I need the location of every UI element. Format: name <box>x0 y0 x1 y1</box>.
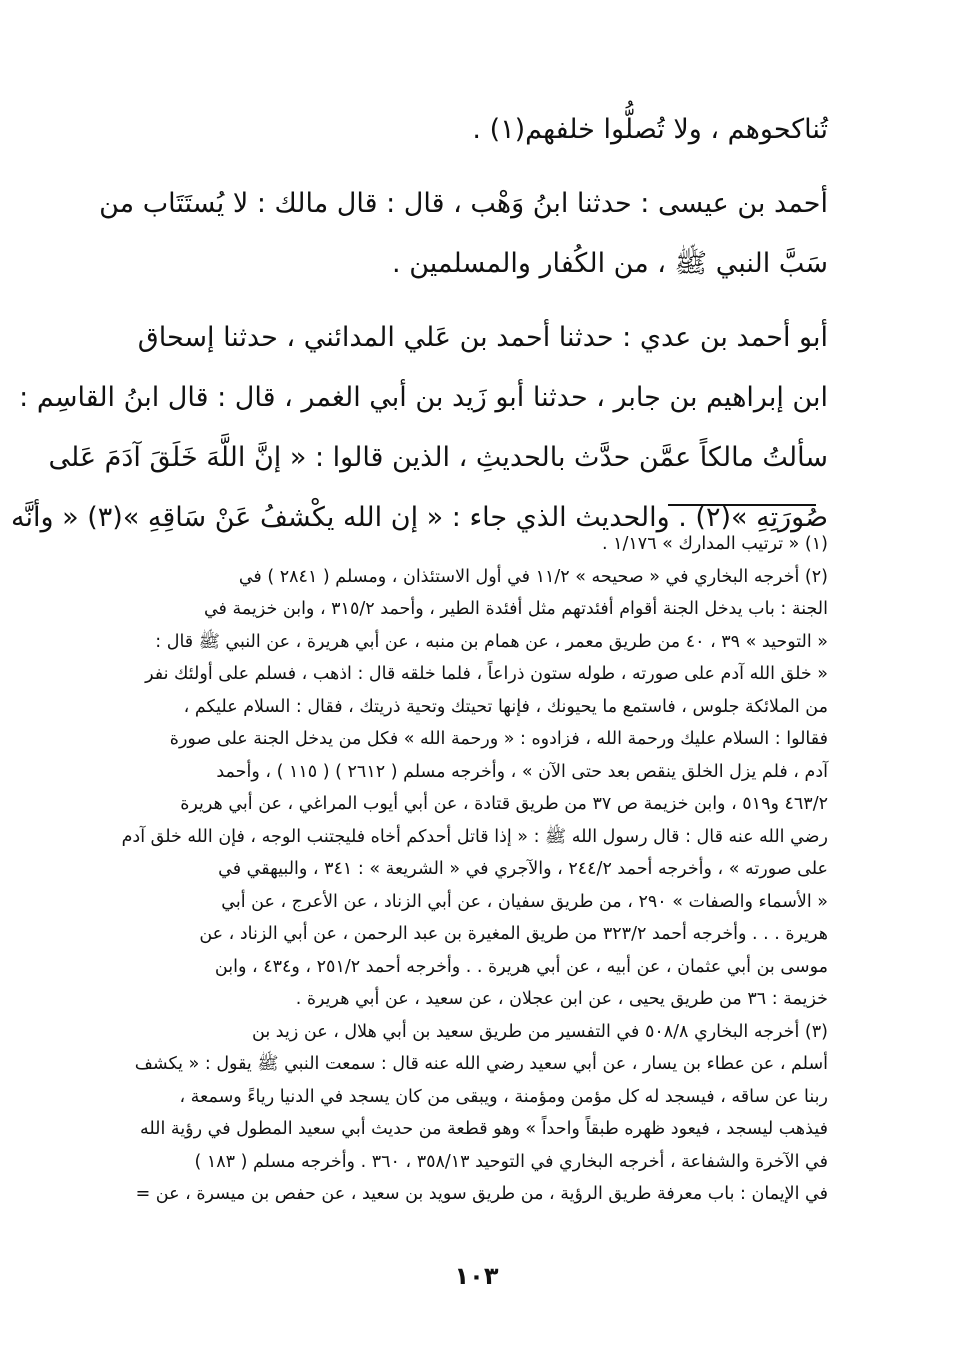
footnote-line: آدم ، فلم يزل الخلق ينقص بعد حتى الآن » ، وأخرجه مسلم ( ٢٦١٢ ) ( ١١٥ ) ، وأحمد <box>216 761 828 782</box>
footnote-line: أسلم ، عن عطاء بن يسار ، عن أبي سعيد رضي الله عنه قال : سمعت النبي ﷺ يقول : « يكشف <box>134 1054 828 1074</box>
footnote-line: خزيمة : ٣٦ من طريق يحيى ، عن ابن عجلان ، عن سعيد ، عن أبي هريرة . <box>295 989 828 1009</box>
footnote-line: من الملائكة جلوس ، فاستمع ما يحيونك ، فإنها تحيتك وتحية ذريتك ، فقال : السلام عليكم ، <box>183 696 828 717</box>
footnote-line: موسى بن أبي عثمان ، عن أبيه ، عن أبي هريرة . . وأخرجه أحمد ٢٥١/٢ ، و٤٣٤ ، وابن <box>214 956 828 977</box>
text-line: سألتُ مالكاً عمَّن حدَّث بالحديثِ ، الذين قالوا : « إنَّ اللَّهَ خَلَقَ آدَمَ عَلى <box>48 442 828 473</box>
paragraph-2 <box>99 174 828 294</box>
paragraph-1 <box>148 100 828 160</box>
footnote-line: ٤٦٣/٢ و٥١٩ ، وابن خزيمة ص ٣٧ من طريق قتادة ، عن أبي أيوب المراغي ، عن أبي هريرة <box>180 794 828 814</box>
footnote-line: هريرة . . . وأخرجه أحمد ٣٢٣/٢ من طريق المغيرة بن عبد الرحمن ، عن أبي الزناد ، عن <box>199 924 828 944</box>
text-line: صُورَتِهِ »(٢) . والحديث الذي جاء : « إن الله يكْشفُ عَنْ سَاقِهِ »(٣) « وأنَّه <box>11 502 828 533</box>
text-line: تُناكحوهم ، ولا تُصلُّوا خلفهم(١) . <box>472 114 828 145</box>
paragraph-3 <box>11 308 828 548</box>
text-line: سَبَّ النبي ﷺ ، من الكُفار والمسلمين . <box>392 248 828 279</box>
footnote-line: على صورته » ، وأخرجه أحمد ٢٤٤/٢ ، والآجري في « الشريعة » : ٣٤١ ، والبيهقي في <box>218 859 828 879</box>
page-number: ١٠٣ <box>454 1262 499 1290</box>
footnote-line: « الأسماء والصفات » ٢٩٠ ، من طريق سفيان ، عن أبي الزناد ، عن الأعرج ، عن أبي <box>221 891 828 912</box>
footnote-line: الجنة : باب يدخل الجنة أقوام أفئدتهم مثل أفئدة الطير ، وأحمد ٣١٥/٢ ، وابن خزيمة في <box>203 599 828 619</box>
text-line: ابن إبراهيم بن جابر ، حدثنا أبو زَيد بن أبي الغمر ، قال : قال ابنُ القاسِم : <box>19 382 828 413</box>
footnote-line: في الآخرة والشفاعة ، أخرجه البخاري في التوحيد ٣٥٨/١٣ ، ٣٦٠ . وأخرجه مسلم ( ١٨٣ ) <box>194 1151 828 1172</box>
footnote-line: « خلق الله آدم على صورته ، طوله ستون ذراعاً ، فلما خلقه قال : اذهب ، فسلم على أولئك نفر <box>145 664 828 684</box>
footnote-line: « التوحيد » ٣٩ ، ٤٠ من طريق معمر ، عن همام بن منبه ، عن أبي هريرة ، عن النبي ﷺ قال : <box>155 631 828 652</box>
footnote-line: رضي الله عنه قال : قال رسول الله ﷺ : « إذا قاتل أحدكم أخاه فليجتنب الوجه ، فإن الله خلق آدم <box>121 826 828 847</box>
footnote-line: (٣) أخرجه البخاري ٥٠٨/٨ في التفسير من طريق سعيد بن أبي هلال ، عن زيد بن <box>252 1021 828 1042</box>
footnote-line: ربنا عن ساقه ، فيسجد له كل مؤمن ومؤمنة ، ويبقى من كان يسجد في الدنيا رياءً وسمعة ، <box>179 1086 828 1107</box>
footnotes <box>121 528 828 1211</box>
text-line: أبو أحمد بن عدي : حدثنا أحمد بن عَلي المدائني ، حدثنا إسحاق <box>137 322 828 353</box>
footnote-line: (١) « ترتيب المدارك » ١/١٧٦ . <box>601 534 828 554</box>
footnote-line: في الإيمان : باب معرفة طريق الرؤية ، من طريق سويد بن سعيد ، عن حفص بن ميسرة ، عن = <box>135 1184 828 1204</box>
footnote-line: (٢) أخرجه البخاري في « صحيحه » ١١/٢ في أول الاستئذان ، ومسلم ( ٢٨٤١ ) في <box>238 566 828 587</box>
footnote-separator <box>668 504 816 506</box>
main-text <box>11 100 828 562</box>
text-line: أحمد بن عيسى : حدثنا ابنُ وَهْب ، قال : قال مالك : لا يُستَتَاب من <box>99 188 828 219</box>
footnote-line: فيذهب ليسجد ، فيعود ظهره طبقاً واحداً » وهو قطعة من حديث أبي سعيد المطول في رؤية الله <box>140 1119 828 1139</box>
footnote-line: فقالوا : السلام عليك ورحمة الله ، فزادوه : « ورحمة الله » فكل من يدخل الجنة على صورة <box>169 729 828 749</box>
